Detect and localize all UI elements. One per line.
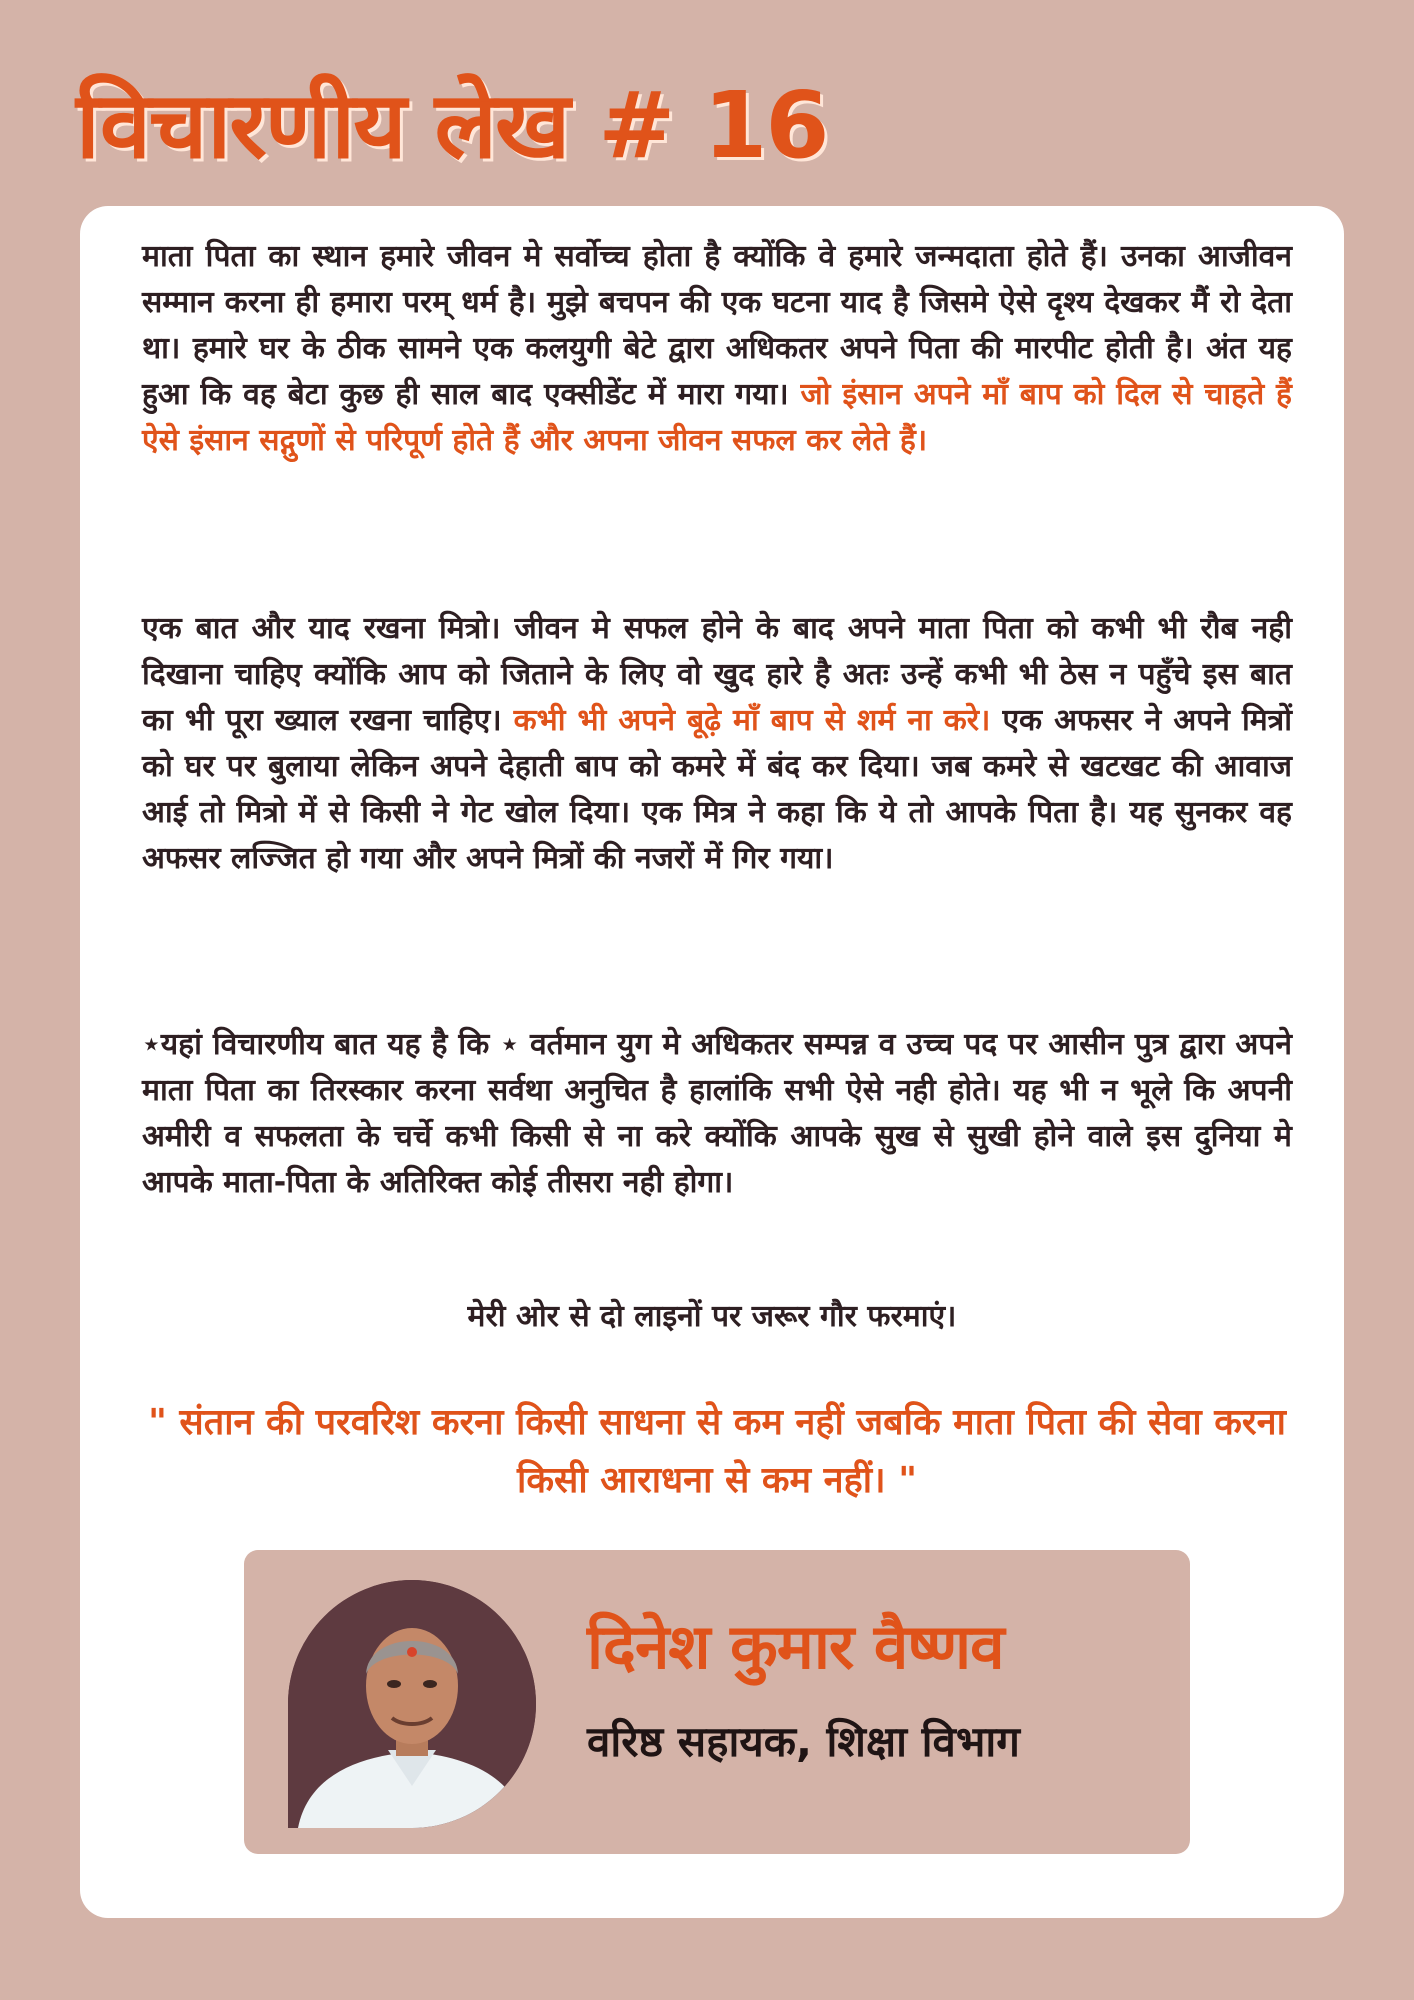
quote: " संतान की परवरिश करना किसी साधना से कम नहीं जबकि माता पिता की सेवा करना किसी आराधना से कम नहीं। " <box>148 1402 1286 1501</box>
article-card <box>80 206 1344 1918</box>
author-box <box>244 1550 1190 1854</box>
page-title: विचारणीय लेख # 16 <box>76 72 828 179</box>
paragraph-2-highlight: कभी भी अपने बूढ़े माँ बाप से शर्म ना करे। <box>513 703 991 738</box>
author-role: वरिष्ठ सहायक, शिक्षा विभाग <box>587 1717 1020 1766</box>
author-avatar <box>288 1580 536 1828</box>
author-portrait-icon <box>288 1580 536 1828</box>
paragraph-2-text-a: एक बात और याद रखना मित्रो। जीवन मे सफल होने के बाद अपने माता पिता को कभी भी रौब नही दिखाना चाहिए क्योंकि आप को जिताने के लिए वो खुद हारे है अतः उन्हें कभी भी ठेस न पहुँचे इस बात का भी पूरा ख्याल रखना चाहिए। <box>142 611 1292 738</box>
paragraph-1-text: माता पिता का स्थान हमारे जीवन मे सर्वोच्च होता है क्योंकि वे हमारे जन्मदाता होते हैं। उनका आजीवन सम्मान करना ही हमारा परम् धर्म है। मुझे बचपन की एक घटना याद है जिसमे ऐसे दृश्य देखकर मैं रो देता था। हमारे घर के ठीक सामने एक कलयुगी बेटे द्वारा अधिकतर अपने पिता की मारपीट होती है। अंत यह हुआ कि वह बेटा कुछ ही साल बाद एक्सीडेंट में मारा गया। <box>142 239 1292 412</box>
paragraph-2-text-b: एक अफसर ने अपने मित्रों को घर पर बुलाया लेकिन अपने देहाती बाप को कमरे में बंद कर दिया। जब कमरे से खटखट की आवाज आई तो मित्रो में से किसी ने गेट खोल दिया। एक मित्र ने कहा कि ये तो आपके पिता है। यह सुनकर वह अफसर लज्जित हो गया और अपने मित्रों की नजरों में गिर गया। <box>142 703 1292 876</box>
paragraph-3: ⋆यहां विचारणीय बात यह है कि ⋆ वर्तमान युग मे अधिकतर सम्पन्न व उच्च पद पर आसीन पुत्र द्वारा अपने माता पिता का तिरस्कार करना सर्वथा अनुचित है हालांकि सभी ऐसे नही होते। यह भी न भूले कि अपनी अमीरी व सफलता के चर्चे कभी किसी से ना करे क्योंकि आपके सुख से सुखी होने वाले इस दुनिया मे आपके माता-पिता के अतिरिक्त कोई तीसरा नही होगा। <box>142 1027 1292 1200</box>
author-name: दिनेश कुमार वैष्णव <box>587 1610 1004 1683</box>
paragraph-1 <box>142 234 1292 464</box>
author-note: मेरी ओर से दो लाइनों पर जरूर गौर फरमाएं। <box>467 1299 957 1334</box>
paragraph-1-highlight: जो इंसान अपने माँ बाप को दिल से चाहते हैं ऐसे इंसान सद्गुणों से परिपूर्ण होते हैं और अपना जीवन सफल कर लेते हैं। <box>142 377 1292 458</box>
paragraph-2 <box>142 606 1292 882</box>
